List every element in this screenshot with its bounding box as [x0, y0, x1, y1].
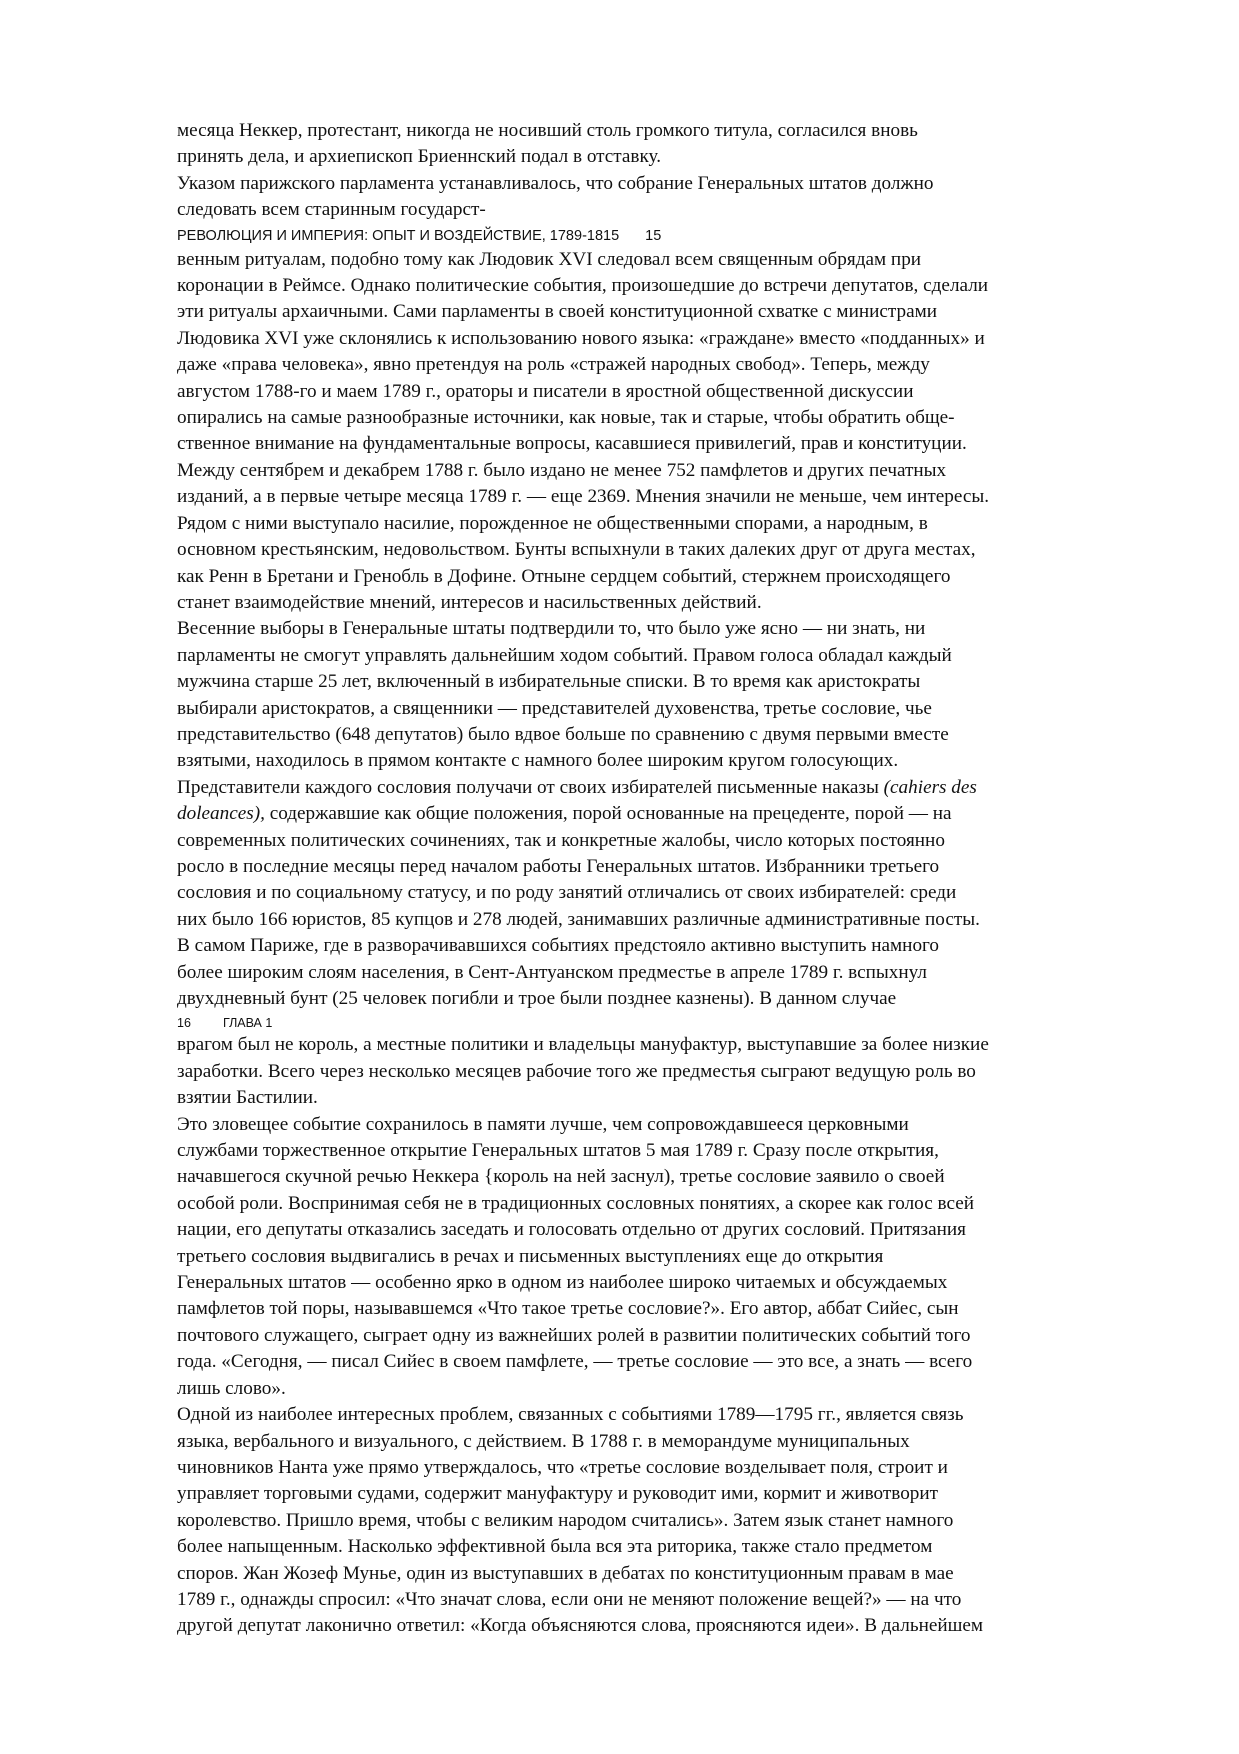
text-line: языка, вербального и визуального, с действием. В 1788 г. в меморандуме муниципальных — [177, 1430, 910, 1452]
paragraph — [177, 171, 1167, 224]
running-header-title: РЕВОЛЮЦИЯ И ИМПЕРИЯ: ОПЫТ И ВОЗДЕЙСТВИЕ, 1789-1815 — [177, 227, 620, 244]
text-line: изданий, а в первые четыре месяца 1789 г. — еще 2369. Мнения значили не меньше, чем интересы. — [177, 486, 990, 508]
text-line: как Ренн в Бретани и Гренобль в Дофине. Отныне сердцем событий, стержнем происходящего — [177, 565, 951, 587]
text-line: врагом был не король, а местные политики и владельцы мануфактур, выступавшие за более низкие — [177, 1034, 989, 1056]
text-line: эти ритуалы архаичными. Сами парламенты в своей конституционной схватке с министрами — [177, 301, 938, 323]
running-header-title: ГЛАВА 1 — [223, 1016, 273, 1031]
text-line: третьего сословия выдвигались в речах и письменных выступлениях еще до открытия — [177, 1245, 884, 1267]
text-line: более широким слоям населения, в Сент-Антуанском предместье в апреле 1789 г. вспыхнул — [177, 961, 927, 983]
text-line: венным ритуалам, подобно тому как Людовик XVI следовал всем священным обрядам при — [177, 248, 922, 270]
text-line: Генеральных штатов — особенно ярко в одном из наиболее широко читаемых и обсуждаемых — [177, 1272, 948, 1294]
text-line: службами торжественное открытие Генеральных штатов 5 мая 1789 г. Сразу после открытия, — [177, 1140, 939, 1162]
italic-term: (cahiers des — [883, 776, 977, 798]
text-line: Рядом с ними выступало насилие, порожденное не общественными спорами, а народным, в — [177, 512, 928, 534]
text-line: них было 166 юристов, 85 купцов и 278 людей, занимавших различные административные посты. — [177, 908, 980, 930]
paragraph — [177, 1032, 1167, 1111]
text-line: взятии Бастилии. — [177, 1087, 318, 1109]
text-line: Указом парижского парламента устанавливалось, что собрание Генеральных штатов должно — [177, 172, 934, 194]
text-line: споров. Жан Жозеф Мунье, один из выступавших в дебатах по конституционным правам в мае — [177, 1562, 954, 1584]
text-line: года. «Сегодня, — писал Сийес в своем памфлете, — третье сословие — это все, а знать — всего — [177, 1351, 973, 1373]
text-line: Весенние выборы в Генеральные штаты подтвердили то, что было уже ясно — ни знать, ни — [177, 618, 926, 640]
text-line: месяца Неккер, протестант, никогда не носивший столь громкого титула, согласился вновь — [177, 120, 918, 141]
paragraph — [177, 1112, 1167, 1402]
text-line: более напыщенным. Насколько эффективной была вся эта риторика, также стало предметом — [177, 1536, 933, 1558]
text-line: особой роли. Воспринимая себя не в традиционных сословных понятиях, а скорее как голос всей — [177, 1192, 975, 1214]
text-line: ственное внимание на фундаментальные вопросы, касавшиеся привилегий, прав и конституции. — [177, 433, 967, 455]
text-line: doleances), содержавшие как общие положения, порой основанные на прецеденте, порой — на — [177, 803, 952, 825]
text-line: почтового служащего, сыграет одну из важнейших ролей в развитии политических событий того — [177, 1324, 971, 1346]
text-line: мужчина старше 25 лет, включенный в избирательные списки. В то время как аристократы — [177, 671, 921, 693]
text-line: двухдневный бунт (25 человек погибли и трое были позднее казнены). В данном случае — [177, 988, 897, 1009]
text-line: начавшегося скучной речью Неккера {король на ней заснул), третье сословие заявило о своей — [177, 1166, 945, 1188]
text-line: В самом Париже, где в разворачивавшихся событиях предстояло активно выступить намного — [177, 935, 940, 957]
running-header — [177, 1014, 1167, 1032]
page-number: 15 — [645, 227, 662, 244]
text-line: росло в последние месяцы перед началом работы Генеральных штатов. Избранники третьего — [177, 855, 940, 877]
text-line: другой депутат лаконично ответил: «Когда объясняются слова, проясняются идеи». В дальнейшем — [177, 1615, 984, 1637]
text-line: заработки. Всего через несколько месяцев рабочие того же предместья сыграют ведущую роль во — [177, 1060, 976, 1082]
running-header — [177, 225, 1167, 247]
text-line: лишь слово». — [177, 1377, 286, 1399]
text-line: коронации в Реймсе. Однако политические события, произошедшие до встречи депутатов, сделали — [177, 275, 989, 297]
text-line: Представители каждого сословия получачи от своих избирателей письменные наказы (cahiers des — [177, 776, 977, 798]
text-line: королевство. Пришло время, чтобы с великим народом считались». Затем язык станет намного — [177, 1509, 954, 1531]
document-page — [177, 118, 1167, 1640]
text-line: 1789 г., однажды спросил: «Что значат слова, если они не меняют положение вещей?» — на что — [177, 1588, 962, 1610]
text-line: сословия и по социальному статусу, и по роду занятий отличались от своих избирателей: среди — [177, 882, 957, 904]
text-line: принять дела, и архиепископ Бриеннский подал в отставку. — [177, 146, 662, 168]
paragraph — [177, 247, 1167, 617]
text-line: станет взаимодействие мнений, интересов и насильственных действий. — [177, 591, 762, 613]
text-line: управляет торговыми судами, содержит мануфактуру и руководит ими, кормит и животворит — [177, 1483, 939, 1505]
text-line: августом 1788-го и маем 1789 г., ораторы и писатели в яростной общественной дискуссии — [177, 380, 914, 402]
paragraph — [177, 118, 1167, 171]
paragraph — [177, 775, 1167, 1013]
text-line: следовать всем старинным государст- — [177, 199, 486, 221]
text-line: памфлетов той поры, называвшемся «Что такое третье сословие?». Его автор, аббат Сийес, сын — [177, 1298, 959, 1320]
text-line: взятыми, находилось в прямом контакте с намного более широким кругом голосующих. — [177, 750, 899, 772]
italic-term: doleances), — [177, 803, 265, 825]
text-line: нации, его депутаты отказались заседать и голосовать отдельно от других сословий. Притязания — [177, 1219, 966, 1241]
text-line: Людовика XVI уже склонялись к использованию нового языка: «граждане» вместо «подданных» и — [177, 327, 985, 349]
paragraph — [177, 1402, 1167, 1640]
paragraph — [177, 616, 1167, 774]
page-number: 16 — [177, 1016, 191, 1031]
text-line: современных политических сочинениях, так и конкретные жалобы, число которых постоянно — [177, 829, 945, 851]
text-line: Между сентябрем и декабрем 1788 г. было издано не менее 752 памфлетов и других печатных — [177, 459, 947, 481]
text-line: выбирали аристократов, а священники — представителей духовенства, третье сословие, чье — [177, 697, 932, 719]
text-line: чиновников Нанта уже прямо утверждалось, что «третье сословие возделывает поля, строит и — [177, 1456, 948, 1478]
text-line: парламенты не смогут управлять дальнейшим ходом событий. Правом голоса обладал каждый — [177, 644, 952, 666]
text-line: даже «права человека», явно претендуя на роль «стражей народных свобод». Теперь, между — [177, 354, 930, 376]
text-line: основном крестьянским, недовольством. Бунты вспыхнули в таких далеких друг от друга местах, — [177, 539, 976, 561]
text-line: представительство (648 депутатов) было вдвое больше по сравнению с двумя первыми вместе — [177, 723, 949, 745]
text-line: Это зловещее событие сохранилось в памяти лучше, чем сопровождавшееся церковными — [177, 1113, 909, 1135]
text-line: Одной из наиболее интересных проблем, связанных с событиями 1789—1795 гг., является связь — [177, 1404, 964, 1426]
text-line: опирались на самые разнообразные источники, как новые, так и старые, чтобы обратить обще- — [177, 407, 955, 429]
